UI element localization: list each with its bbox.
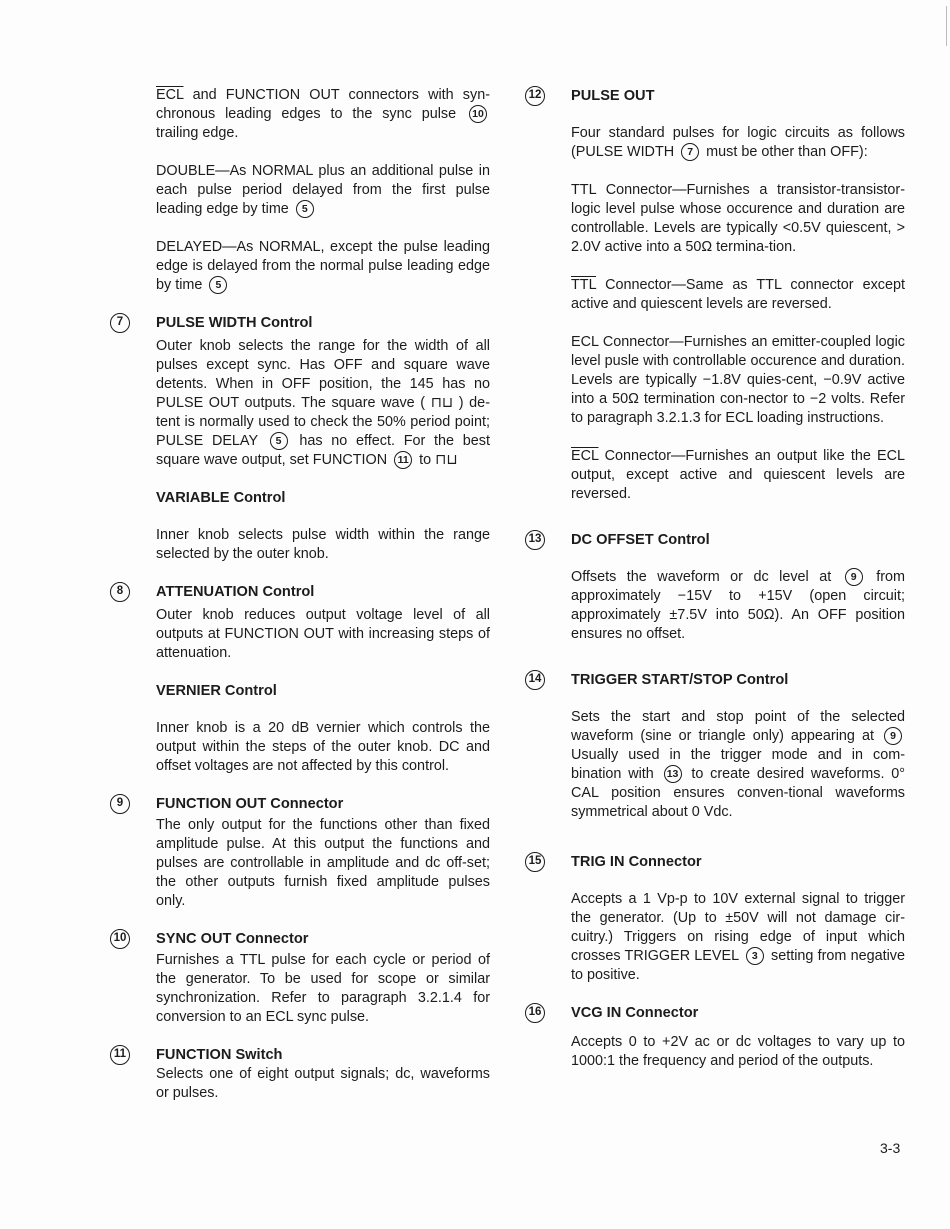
ref-marker: 11 — [394, 451, 412, 469]
section-number-marker: 7 — [110, 313, 130, 333]
section-11 — [110, 1045, 490, 1103]
section-paragraph: Outer knob selects the range for the width of all pulses except sync. Has OFF and square wave detents. When in OFF position, the 145 has no PULSE OUT outputs. The square wave ( ⊓⊔ ) de-tent is normally used to check the 50% period point; PULSE DELAY 5 has no effect. For the best square wave output, set FUNCTION 11 to ⊓⊔ — [156, 338, 490, 468]
ecl-overline-label: $\overline{ECL}$ — [571, 448, 599, 464]
section-14 — [525, 670, 905, 822]
section-paragraph: Offsets the waveform or dc level at 9 from approximately −15V to +15V (open circuit; approximately ±7.5V into 50Ω). An OFF position ensures no offset. — [571, 569, 906, 642]
section-paragraph: Selects one of eight output signals; dc, waveforms or pulses. — [156, 1066, 490, 1101]
page-number: 3-3 — [880, 1140, 901, 1156]
subsection-heading: VERNIER Control — [156, 683, 277, 699]
section-10 — [110, 929, 490, 1027]
section-heading: PULSE WIDTH Control — [156, 315, 313, 331]
ecl-overline-label: $\overline{ECL}$ — [156, 87, 184, 103]
delayed-paragraph: DELAYED—As NORMAL, except the pulse leading edge is delayed from the normal pulse leading edge by time 5 — [156, 239, 490, 293]
section-heading: FUNCTION OUT Connector — [156, 796, 344, 812]
square-wave-symbol: ⊓⊔ — [430, 395, 454, 411]
ref-marker: 3 — [746, 947, 764, 965]
section-number-marker: 11 — [110, 1045, 130, 1065]
section-heading: SYNC OUT Connector — [156, 931, 309, 947]
subsection-heading: VARIABLE Control — [156, 490, 286, 506]
section-8 — [110, 582, 490, 776]
section-16 — [525, 1003, 905, 1071]
section-9 — [110, 794, 490, 911]
section-number-marker: 13 — [525, 530, 545, 550]
section-paragraph: The only output for the functions other than fixed amplitude pulse. At this output the functions and pulses are controllable in amplitude and dc off-set; the other outputs furnish fixed amplitude pulses only. — [156, 817, 490, 909]
section-heading: TRIG IN Connector — [571, 854, 702, 870]
ttl-bar-paragraph: $\overline{TTL}$ Connector—Same as TTL connector except active and quiescent levels are reversed. — [571, 277, 905, 312]
section-number-marker: 10 — [110, 929, 130, 949]
ref-marker: 5 — [296, 200, 314, 218]
section-number-marker: 12 — [525, 86, 545, 106]
section-heading: PULSE OUT — [571, 88, 655, 104]
section-number-marker: 14 — [525, 670, 545, 690]
section-paragraph: Four standard pulses for logic circuits as follows (PULSE WIDTH 7 must be other than OFF): — [571, 125, 905, 160]
section-12 — [525, 86, 905, 504]
section-heading: FUNCTION Switch — [156, 1047, 283, 1063]
ref-marker: 5 — [209, 276, 227, 294]
scan-edge-line — [946, 6, 947, 46]
ref-marker: 9 — [845, 568, 863, 586]
section-heading: TRIGGER START/STOP Control — [571, 672, 789, 688]
intro-paragraph: $\overline{ECL}$ and FUNCTION OUT connectors with syn-chronous leading edges to the sync pulse 10 trailing edge. — [156, 87, 490, 141]
section-heading: ATTENUATION Control — [156, 584, 315, 600]
section-heading: DC OFFSET Control — [571, 532, 710, 548]
section-paragraph: Outer knob reduces output voltage level of all outputs at FUNCTION OUT with increasing steps of attenuation. — [156, 607, 490, 661]
intro-block — [110, 86, 490, 295]
ref-marker: 10 — [469, 105, 487, 123]
section-paragraph: Accepts a 1 Vp-p to 10V external signal to trigger the generator. (Up to ±50V will not damage cir-cuitry.) Triggers on rising edge of input which crosses TRIGGER LEVEL 3 setting from negative to positive. — [571, 891, 906, 983]
double-paragraph: DOUBLE—As NORMAL plus an additional pulse in each pulse period delayed from the first pulse leading edge by time 5 — [156, 163, 490, 217]
left-column — [110, 86, 490, 1103]
section-paragraph: Furnishes a TTL pulse for each cycle or period of the generator. To be used for scope or similar synchronization. Refer to paragraph 3.2.1.4 for conversion to an ECL sync pulse. — [156, 952, 490, 1025]
ref-marker: 7 — [681, 143, 699, 161]
ttl-paragraph: TTL Connector—Furnishes a transistor-transistor-logic level pulse whose occurence and duration are controllable. Levels are typically <0.5V quiescent, > 2.0V active into a 50Ω termina-tion. — [571, 182, 905, 255]
right-column — [525, 86, 905, 1071]
ttl-overline-label: $\overline{TTL}$ — [571, 277, 597, 293]
section-paragraph: Inner knob is a 20 dB vernier which controls the output within the steps of the outer knob. DC and offset voltages are not affected by this control. — [156, 720, 490, 774]
section-number-marker: 9 — [110, 794, 130, 814]
section-13 — [525, 530, 905, 644]
section-paragraph: Inner knob selects pulse width within the range selected by the outer knob. — [156, 527, 490, 562]
section-15 — [525, 852, 905, 985]
section-7 — [110, 313, 490, 564]
section-paragraph: Accepts 0 to +2V ac or dc voltages to vary up to 1000:1 the frequency and period of the outputs. — [571, 1034, 905, 1069]
ref-marker: 13 — [664, 765, 682, 783]
section-number-marker: 15 — [525, 852, 545, 872]
section-number-marker: 16 — [525, 1003, 545, 1023]
section-paragraph: Sets the start and stop point of the selected waveform (sine or triangle only) appearing at 9 Usually used in the trigger mode and in com-bination with 13 to create desired waveforms. 0° CAL position ensures conven-tional waveforms symmetrical about 0 Vdc. — [571, 709, 905, 820]
section-heading: VCG IN Connector — [571, 1005, 699, 1021]
ref-marker: 5 — [270, 432, 288, 450]
ecl-bar-paragraph: $\overline{ECL}$ Connector—Furnishes an output like the ECL output, except active and quiescent levels are reversed. — [571, 448, 906, 502]
section-number-marker: 8 — [110, 582, 130, 602]
ecl-paragraph: ECL Connector—Furnishes an emitter-coupled logic level pusle with controllable occurence and duration. Levels are typically −1.8V quies-cent, −0.9V active into a 50Ω termination con-nector to −2 volts. Refer to paragraph 3.2.1.3 for ECL loading instructions. — [571, 334, 905, 426]
ref-marker: 9 — [884, 727, 902, 745]
